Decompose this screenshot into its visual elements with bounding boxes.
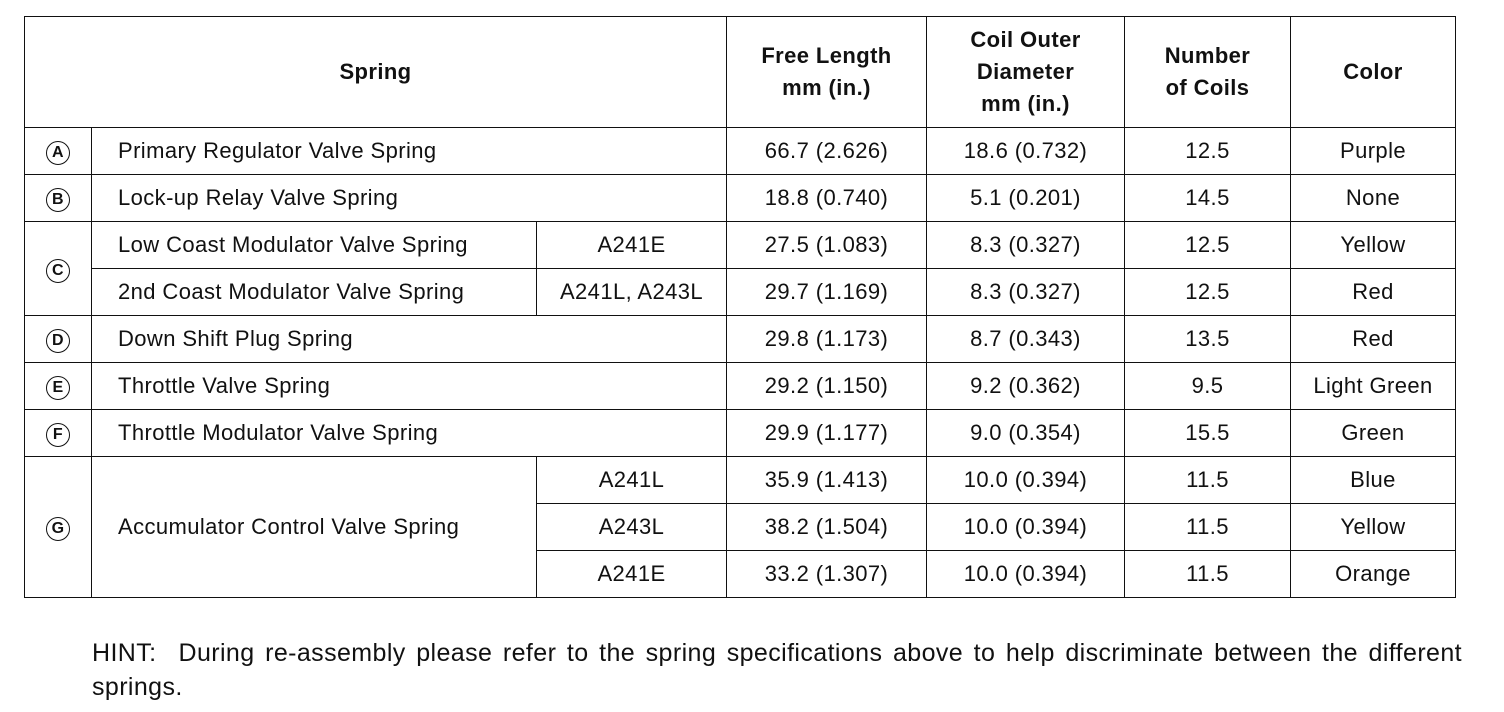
header-coils-line-1: Number — [1164, 43, 1251, 68]
spring-name: Down Shift Plug Spring — [92, 316, 727, 363]
circled-letter-a: A — [46, 141, 70, 165]
spring-color: Yellow — [1291, 504, 1456, 551]
free-length: 27.5 (1.083) — [727, 222, 927, 269]
spring-color: Purple — [1291, 128, 1456, 175]
number-of-coils: 9.5 — [1125, 363, 1291, 410]
circled-letter-d: D — [46, 329, 70, 353]
row-letter-cell — [25, 222, 92, 316]
free-length: 29.8 (1.173) — [727, 316, 927, 363]
table-row — [25, 269, 1456, 316]
spring-name: Low Coast Modulator Valve Spring — [92, 222, 537, 269]
table-row — [25, 175, 1456, 222]
spring-color: None — [1291, 175, 1456, 222]
table-row — [25, 457, 1456, 504]
outer-diameter: 8.7 (0.343) — [927, 316, 1125, 363]
spring-name: Lock-up Relay Valve Spring — [92, 175, 727, 222]
header-cod-line-1: Coil Outer — [970, 27, 1081, 52]
table-row — [25, 363, 1456, 410]
free-length: 29.9 (1.177) — [727, 410, 927, 457]
outer-diameter: 9.0 (0.354) — [927, 410, 1125, 457]
circled-letter-g: G — [46, 517, 70, 541]
outer-diameter: 10.0 (0.394) — [927, 457, 1125, 504]
spring-name: Primary Regulator Valve Spring — [92, 128, 727, 175]
spring-color: Green — [1291, 410, 1456, 457]
spring-color: Light Green — [1291, 363, 1456, 410]
circled-letter-e: E — [46, 376, 70, 400]
number-of-coils: 11.5 — [1125, 504, 1291, 551]
transmission-model: A241E — [537, 222, 727, 269]
table-row — [25, 222, 1456, 269]
outer-diameter: 8.3 (0.327) — [927, 222, 1125, 269]
row-letter-cell — [25, 457, 92, 598]
spring-color: Blue — [1291, 457, 1456, 504]
free-length: 29.2 (1.150) — [727, 363, 927, 410]
spring-color: Yellow — [1291, 222, 1456, 269]
circled-letter-f: F — [46, 423, 70, 447]
hint-label: HINT: — [92, 639, 157, 667]
transmission-model: A241L — [537, 457, 727, 504]
transmission-model: A241L, A243L — [537, 269, 727, 316]
outer-diameter: 8.3 (0.327) — [927, 269, 1125, 316]
free-length: 35.9 (1.413) — [727, 457, 927, 504]
table-row — [25, 316, 1456, 363]
header-spring: Spring — [25, 17, 727, 128]
spring-spec-table — [24, 16, 1456, 598]
row-letter-cell — [25, 363, 92, 410]
outer-diameter: 9.2 (0.362) — [927, 363, 1125, 410]
row-letter-cell — [25, 410, 92, 457]
number-of-coils: 11.5 — [1125, 551, 1291, 598]
transmission-model: A243L — [537, 504, 727, 551]
spring-name: Accumulator Control Valve Spring — [92, 457, 537, 598]
header-coils-line-2: of Coils — [1165, 75, 1250, 100]
hint-paragraph — [92, 636, 1462, 704]
header-coil-outer-diameter — [927, 17, 1125, 128]
number-of-coils: 14.5 — [1125, 175, 1291, 222]
outer-diameter: 10.0 (0.394) — [927, 551, 1125, 598]
transmission-model: A241E — [537, 551, 727, 598]
row-letter-cell — [25, 316, 92, 363]
table-row — [25, 410, 1456, 457]
row-letter-cell — [25, 175, 92, 222]
table-row — [25, 128, 1456, 175]
free-length: 66.7 (2.626) — [727, 128, 927, 175]
number-of-coils: 12.5 — [1125, 269, 1291, 316]
circled-letter-c: C — [46, 259, 70, 283]
header-color: Color — [1291, 17, 1456, 128]
outer-diameter: 5.1 (0.201) — [927, 175, 1125, 222]
hint-text: During re-assembly please refer to the spring specifications above to help discriminate between the different springs. — [92, 639, 1462, 701]
spring-color: Red — [1291, 269, 1456, 316]
number-of-coils: 13.5 — [1125, 316, 1291, 363]
spring-color: Red — [1291, 316, 1456, 363]
spring-color: Orange — [1291, 551, 1456, 598]
free-length: 18.8 (0.740) — [727, 175, 927, 222]
spring-name: 2nd Coast Modulator Valve Spring — [92, 269, 537, 316]
header-number-of-coils — [1125, 17, 1291, 128]
outer-diameter: 18.6 (0.732) — [927, 128, 1125, 175]
number-of-coils: 12.5 — [1125, 128, 1291, 175]
free-length: 29.7 (1.169) — [727, 269, 927, 316]
number-of-coils: 12.5 — [1125, 222, 1291, 269]
header-free-length-line-2: mm (in.) — [782, 75, 871, 100]
circled-letter-b: B — [46, 188, 70, 212]
free-length: 33.2 (1.307) — [727, 551, 927, 598]
header-cod-line-3: mm (in.) — [981, 91, 1070, 116]
number-of-coils: 15.5 — [1125, 410, 1291, 457]
header-row — [25, 17, 1456, 128]
header-free-length-line-1: Free Length — [761, 43, 892, 68]
header-cod-line-2: Diameter — [976, 59, 1075, 84]
row-letter-cell — [25, 128, 92, 175]
outer-diameter: 10.0 (0.394) — [927, 504, 1125, 551]
free-length: 38.2 (1.504) — [727, 504, 927, 551]
number-of-coils: 11.5 — [1125, 457, 1291, 504]
spring-name: Throttle Modulator Valve Spring — [92, 410, 727, 457]
header-free-length — [727, 17, 927, 128]
spring-name: Throttle Valve Spring — [92, 363, 727, 410]
